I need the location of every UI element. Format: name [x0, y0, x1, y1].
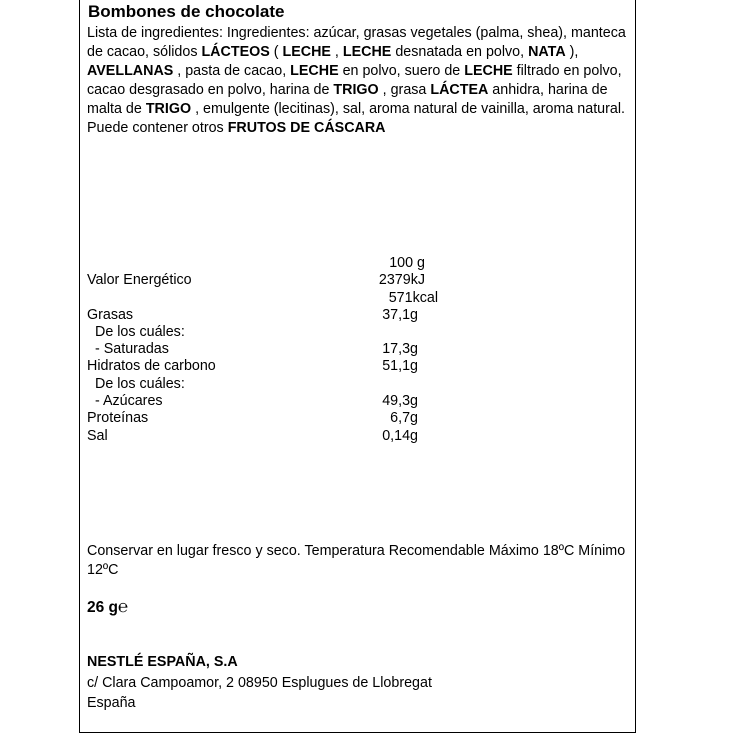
ingredient-text: , grasa	[378, 82, 431, 98]
allergen-highlight: FRUTOS DE CÁSCARA	[227, 120, 386, 136]
ingredient-text: (	[269, 44, 283, 60]
nutrient-label-fat: Grasas	[87, 307, 134, 323]
company-country: España	[87, 695, 136, 711]
nutrient-value-protein: 6,7g	[390, 410, 418, 426]
nutrient-label-saturated: - Saturadas	[95, 341, 169, 357]
nutrient-sublabel: De los cuáles:	[95, 324, 185, 340]
ingredient-text: , pasta de cacao,	[173, 63, 291, 79]
nutrient-value-saturated: 17,3g	[382, 341, 418, 357]
nutrition-column-header: 100 g	[389, 255, 425, 271]
ingredient-text: ),	[565, 44, 579, 60]
nutrient-value-sugars: 49,3g	[382, 393, 418, 409]
allergen-highlight: TRIGO	[145, 101, 192, 117]
ingredient-text: ,	[330, 44, 343, 60]
storage-instructions: Conservar en lugar fresco y seco. Temperatura Recomendable Máximo 18ºC Mínimo 12ºC	[87, 543, 626, 578]
ingredient-text: desnatada en polvo,	[391, 44, 529, 60]
product-title: Bombones de chocolate	[88, 2, 285, 21]
nutrient-label-carbs: Hidratos de carbono	[87, 358, 216, 374]
energy-kj-value: 2379kJ	[378, 272, 425, 288]
nutrient-value-carbs: 51,1g	[382, 358, 418, 374]
nutrient-value-salt: 0,14g	[382, 428, 418, 444]
ingredient-text: en polvo, suero de	[338, 63, 465, 79]
allergen-highlight: LECHE	[342, 44, 392, 60]
allergen-highlight: LECHE	[290, 63, 339, 79]
ingredient-text: Lista de ingredientes: Ingredientes: azúcar, grasas vegetales (palma, shea), manteca de cacao, sólidos	[87, 25, 626, 60]
estimated-sign-icon: ℮	[118, 597, 129, 616]
net-weight	[87, 597, 128, 617]
ingredient-text: filtrado en polvo, cacao desgrasado en polvo, harina de	[87, 63, 622, 98]
nutrient-label-sugars: - Azúcares	[95, 393, 163, 409]
allergen-highlight: TRIGO	[333, 82, 379, 98]
company-name: NESTLÉ ESPAÑA, S.A	[87, 654, 238, 670]
company-address: c/ Clara Campoamor, 2 08950 Esplugues de Llobregat	[87, 675, 432, 691]
energy-kcal-value: 571kcal	[388, 290, 438, 306]
ingredients-text	[87, 24, 632, 138]
allergen-highlight: AVELLANAS	[87, 63, 174, 79]
allergen-highlight: LECHE	[464, 63, 513, 79]
net-weight-value: 26 g	[87, 599, 119, 616]
ingredient-text: , emulgente (lecitinas), sal, aroma natural de vainilla, aroma natural. Puede contener otros	[87, 101, 625, 136]
allergen-highlight: LÁCTEA	[430, 82, 489, 98]
nutrient-value-fat: 37,1g	[382, 307, 418, 323]
ingredient-text: anhidra, harina de malta de	[87, 82, 608, 117]
allergen-highlight: NATA	[528, 44, 566, 60]
allergen-highlight: LÁCTEOS	[201, 44, 270, 60]
energy-label: Valor Energético	[87, 272, 192, 288]
nutrient-sublabel: De los cuáles:	[95, 376, 185, 392]
nutrient-label-salt: Sal	[87, 428, 108, 444]
nutrient-label-protein: Proteínas	[87, 410, 149, 426]
allergen-highlight: LECHE	[282, 44, 331, 60]
